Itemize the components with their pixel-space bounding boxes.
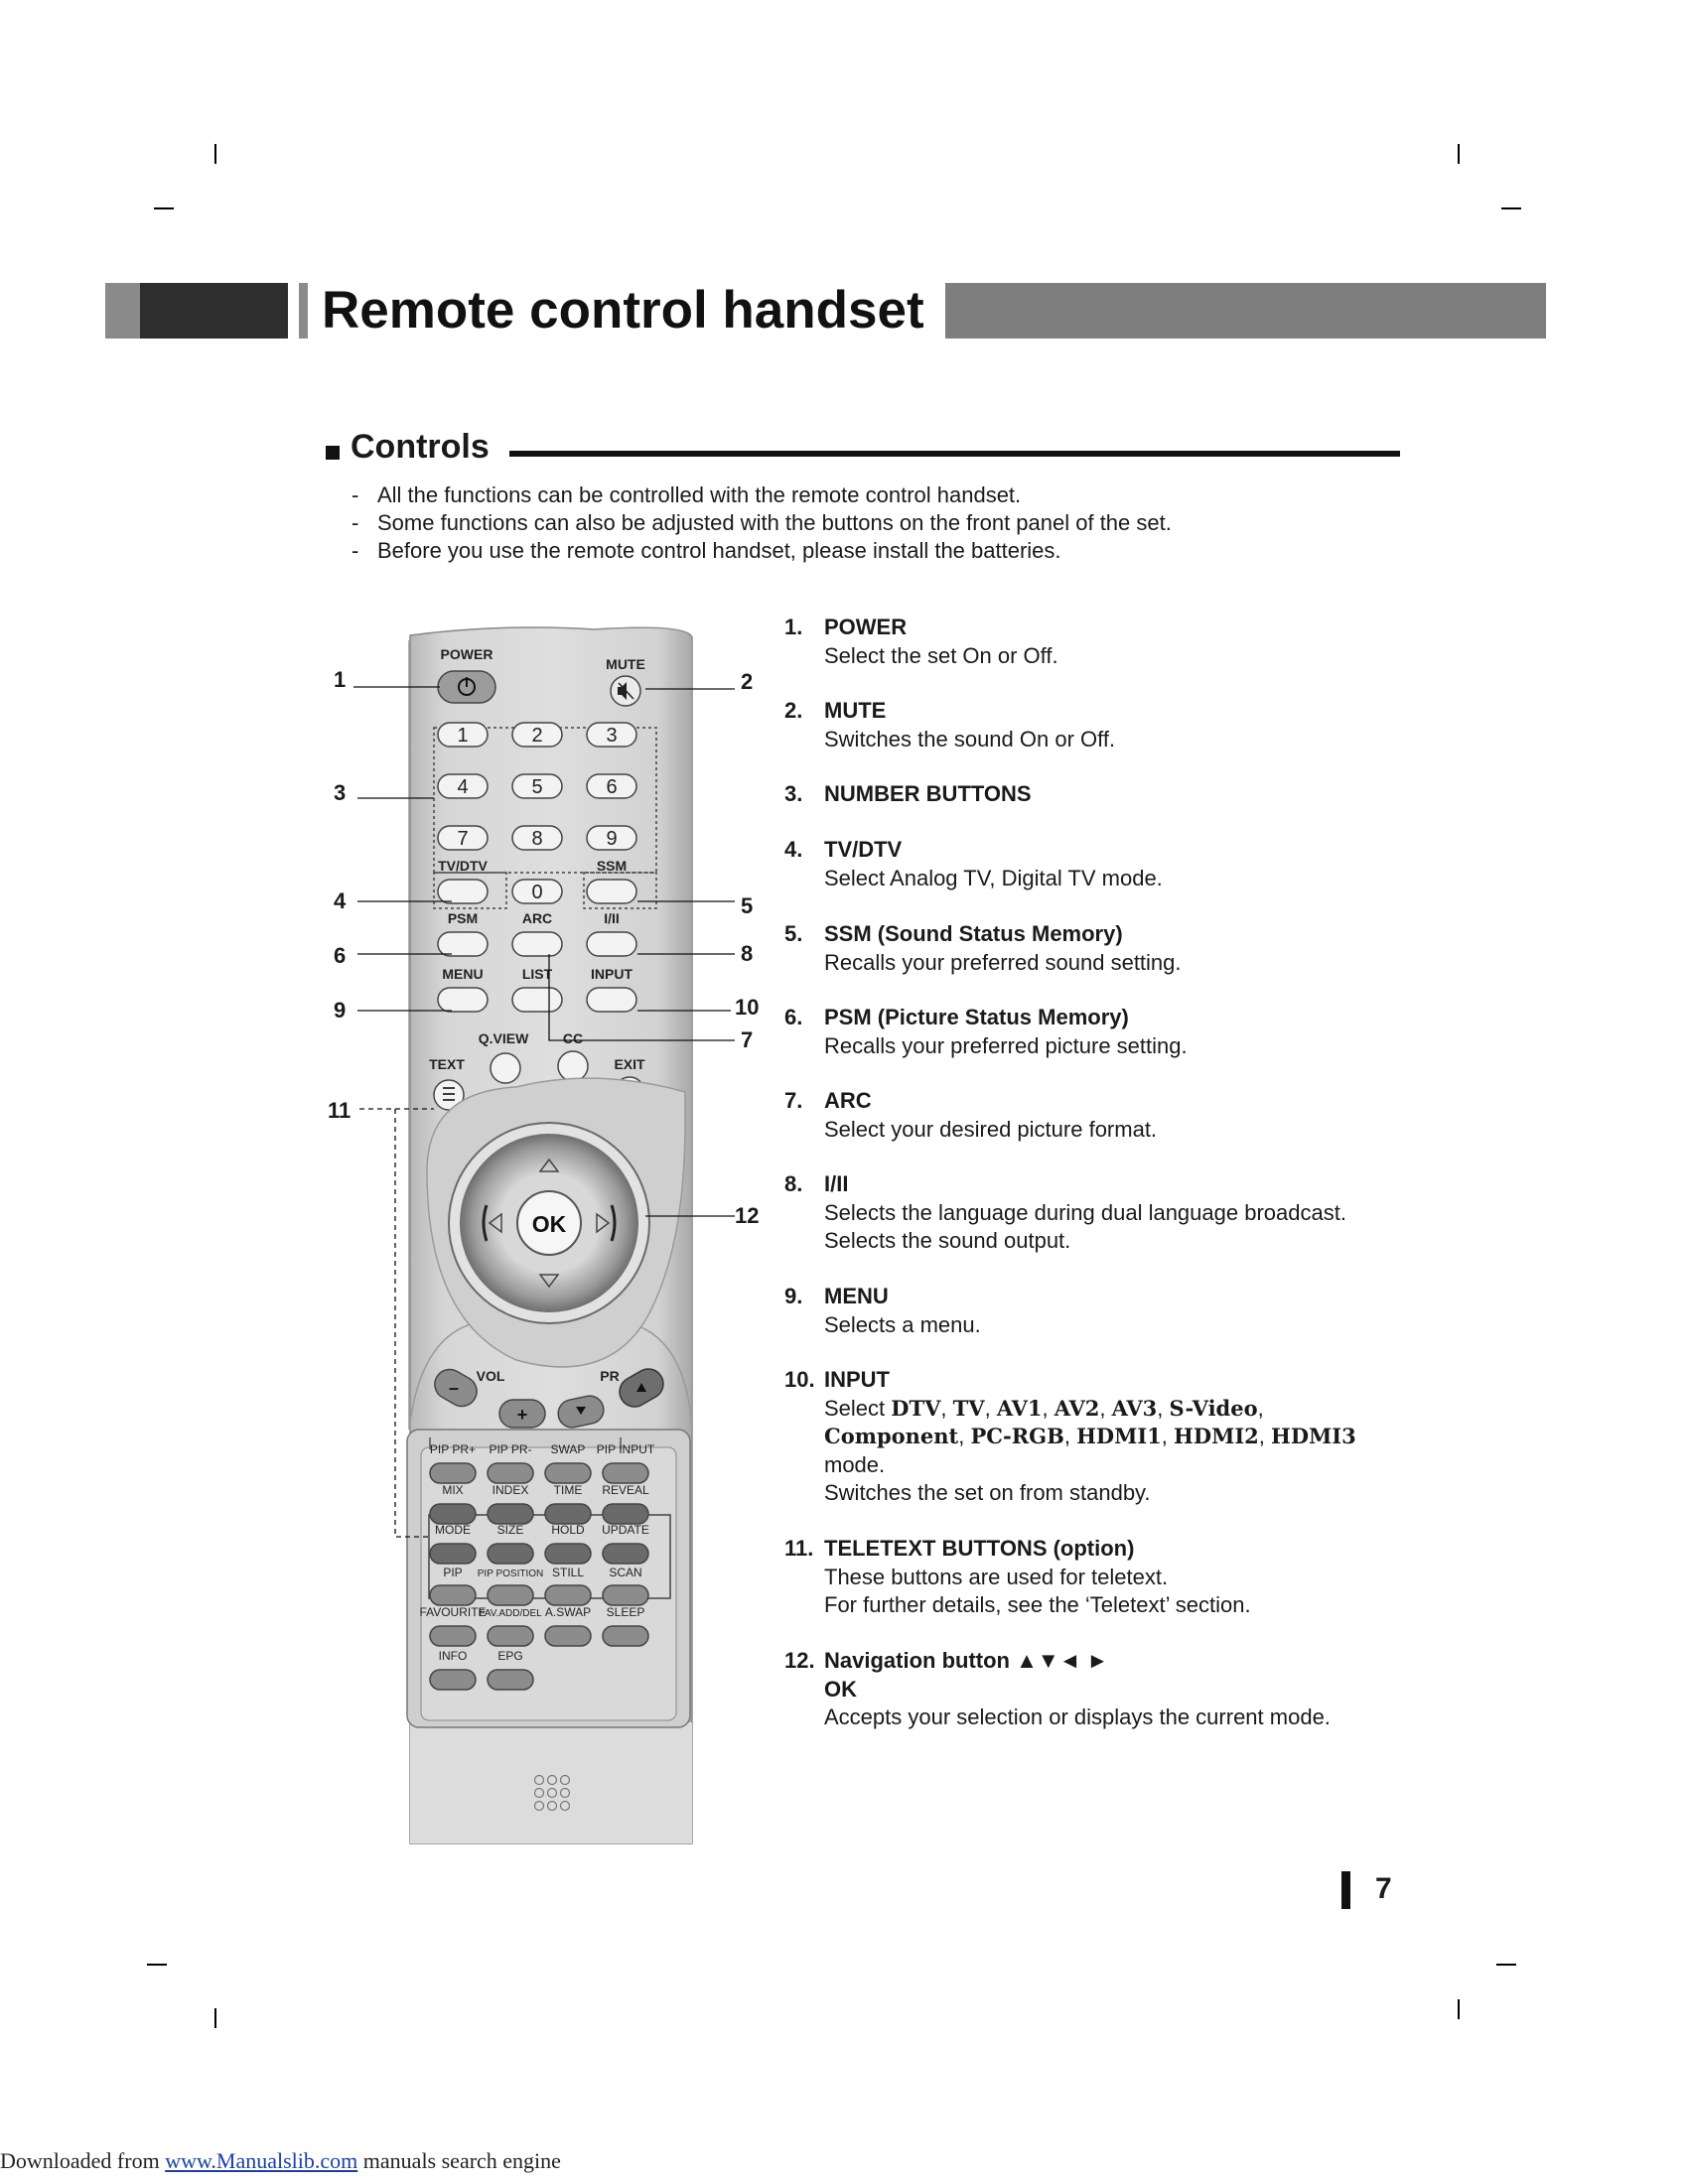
epg-button[interactable] xyxy=(488,1670,533,1690)
power-label: POWER xyxy=(440,646,493,662)
favourite-button[interactable] xyxy=(430,1626,476,1646)
number-label-1: 1 xyxy=(457,725,469,747)
exit-label: EXIT xyxy=(614,1056,645,1072)
callout-12: 12 xyxy=(735,1203,760,1228)
number-label-0: 0 xyxy=(531,882,543,903)
desc-item-input: 10. INPUT Select DTV, TV, AV1, AV2, AV3, S-Video, Component, PC-RGB, HDMI1, HDMI2, HDMI3 mode. Switches the set on from standby. xyxy=(784,1366,1440,1508)
desc-item-arc: 7. ARC Select your desired picture format. xyxy=(784,1088,1158,1142)
tv-dtv-label: TV/DTV xyxy=(438,858,488,874)
callout-8: 8 xyxy=(741,941,754,966)
vol-plus-label: + xyxy=(516,1405,528,1425)
title-bar-separator xyxy=(299,283,308,339)
ssm-label: SSM xyxy=(596,858,628,874)
desc-item-tvdtv: 4. TV/DTV Select Analog TV, Digital TV mode. xyxy=(784,837,1163,890)
info-label: INFO xyxy=(438,1649,468,1663)
section-rule xyxy=(509,451,1400,457)
crop-mark xyxy=(1458,1999,1460,2019)
title-bar-accent xyxy=(105,283,140,339)
reveal-button[interactable] xyxy=(603,1504,648,1524)
hold-button[interactable] xyxy=(545,1544,591,1564)
callout-1: 1 xyxy=(334,667,347,692)
still-label: STILL xyxy=(551,1566,585,1579)
callout-5: 5 xyxy=(741,893,754,918)
desc-item-navigation: 12. Navigation button ▲▼◄ ► OK Accepts your selection or displays the current mode. xyxy=(784,1648,1331,1729)
hold-label: HOLD xyxy=(551,1523,585,1537)
callout-11: 11 xyxy=(328,1098,352,1123)
crop-mark xyxy=(214,2008,216,2028)
ok-label: OK xyxy=(531,1211,567,1237)
a-swap-label: A.SWAP xyxy=(544,1605,592,1619)
sleep-button[interactable] xyxy=(603,1626,648,1646)
footer-link[interactable]: www.Manualslib.com xyxy=(165,2148,358,2173)
crop-mark xyxy=(154,207,174,209)
desc-item-menu: 9. MENU Selects a menu. xyxy=(784,1284,981,1337)
a-swap-button[interactable] xyxy=(545,1626,591,1646)
number-label-6: 6 xyxy=(606,776,618,798)
scan-label: SCAN xyxy=(609,1566,642,1579)
callout-9: 9 xyxy=(334,998,347,1023)
intro-item: - Before you use the remote control handset, please install the batteries. xyxy=(352,538,1061,563)
crop-mark xyxy=(147,1964,167,1966)
callout-10: 10 xyxy=(735,995,760,1020)
time-label: TIME xyxy=(553,1483,583,1497)
intro-list xyxy=(352,481,1172,565)
time-button[interactable] xyxy=(545,1504,591,1524)
input-sources-line: Select DTV, TV, AV1, AV2, AV3, S-Video, xyxy=(824,1395,1264,1421)
q-view-label: Q.VIEW xyxy=(478,1030,529,1046)
pr-label: PR xyxy=(600,1368,620,1384)
teletext-bracket xyxy=(387,1102,447,1549)
swap-button[interactable] xyxy=(545,1463,591,1483)
callout-lines xyxy=(318,655,774,1231)
mode-label: MODE xyxy=(435,1523,471,1537)
swap-label: SWAP xyxy=(550,1442,586,1456)
callout-7: 7 xyxy=(741,1027,754,1052)
number-label-7: 7 xyxy=(457,828,469,850)
fav-add-del-label: FAV.ADD/DEL xyxy=(479,1608,542,1619)
number-label-4: 4 xyxy=(457,776,469,798)
scan-button[interactable] xyxy=(603,1585,648,1605)
menu-label: MENU xyxy=(442,966,484,982)
mix-label: MIX xyxy=(442,1483,464,1497)
crop-mark xyxy=(214,144,216,164)
arc-label: ARC xyxy=(521,910,553,926)
favourite-label: FAVOURITE xyxy=(419,1605,487,1619)
number-label-5: 5 xyxy=(531,776,543,798)
info-button[interactable] xyxy=(430,1670,476,1690)
pip-pr-button[interactable] xyxy=(488,1463,533,1483)
index-label: INDEX xyxy=(492,1483,529,1497)
pip-input-button[interactable] xyxy=(603,1463,648,1483)
section-bullet xyxy=(326,446,340,460)
crop-mark xyxy=(1496,1964,1516,1966)
callout-2: 2 xyxy=(741,669,754,694)
pip-input-label: PIP INPUT xyxy=(596,1442,655,1456)
index-button[interactable] xyxy=(488,1504,533,1524)
crop-mark xyxy=(1458,144,1460,164)
fav-add-del-button[interactable] xyxy=(488,1626,533,1646)
psm-label: PSM xyxy=(447,910,479,926)
title-bar-block xyxy=(140,283,288,339)
epg-label: EPG xyxy=(497,1649,523,1663)
text-label: TEXT xyxy=(429,1056,465,1072)
pip-position-button[interactable] xyxy=(488,1585,533,1605)
pip-button[interactable] xyxy=(430,1585,476,1605)
pip-pr-label: PIP PR+ xyxy=(429,1442,477,1456)
intro-item: - All the functions can be controlled with the remote control handset. xyxy=(352,482,1022,507)
desc-item-i-ii: 8. I/II Selects the language during dual language broadcast. Selects the sound output. xyxy=(784,1171,1346,1253)
vol-minus-label: – xyxy=(448,1378,460,1398)
page-title: Remote control handset xyxy=(322,281,924,340)
callout-4: 4 xyxy=(334,888,347,913)
cc-label: CC xyxy=(562,1030,584,1046)
remote-bottom xyxy=(410,1722,692,1843)
page-number: 7 xyxy=(1375,1872,1392,1905)
desc-item-power: 1. POWER Select the set On or Off. xyxy=(784,614,1058,668)
callout-6: 6 xyxy=(334,943,347,968)
reveal-label: REVEAL xyxy=(602,1483,649,1497)
crop-mark xyxy=(1501,207,1521,209)
callout-3: 3 xyxy=(334,780,347,805)
desc-item-psm: 6. PSM (Picture Status Memory) Recalls your preferred picture setting. xyxy=(784,1005,1188,1058)
pip-position-label: PIP POSITION xyxy=(477,1569,544,1579)
still-button[interactable] xyxy=(545,1585,591,1605)
number-label-2: 2 xyxy=(531,725,543,747)
page-number-bar xyxy=(1341,1871,1350,1909)
update-label: UPDATE xyxy=(602,1523,649,1537)
sleep-label: SLEEP xyxy=(606,1605,645,1619)
desc-item-mute: 2. MUTE Switches the sound On or Off. xyxy=(784,698,1116,751)
size-label: SIZE xyxy=(496,1523,524,1537)
intro-item: - Some functions can also be adjusted with the buttons on the front panel of the set. xyxy=(352,510,1172,535)
pip-label: PIP xyxy=(443,1566,463,1579)
section-title: Controls xyxy=(351,428,490,466)
size-button[interactable] xyxy=(488,1544,533,1564)
desc-item-ssm: 5. SSM (Sound Status Memory) Recalls your preferred sound setting. xyxy=(784,921,1182,975)
title-bar-fill xyxy=(945,283,1546,339)
desc-item-teletext: 11. TELETEXT BUTTONS (option) These buttons are used for teletext. For further details, see the ‘Teletext’ section. xyxy=(784,1536,1251,1617)
number-label-3: 3 xyxy=(606,725,618,747)
input-sources-line: Component, PC-RGB, HDMI1, HDMI2, HDMI3 xyxy=(824,1424,1356,1448)
footer: Downloaded from www.Manualslib.com manuals search engine xyxy=(0,2148,561,2173)
update-button[interactable] xyxy=(603,1544,648,1564)
number-label-8: 8 xyxy=(531,828,543,850)
desc-item-number-buttons: 3. NUMBER BUTTONS xyxy=(784,781,1032,806)
mute-label: MUTE xyxy=(606,656,645,672)
list-label: LIST xyxy=(521,966,553,982)
pip-pr-label: PIP PR- xyxy=(489,1442,532,1456)
i-ii-label: I/II xyxy=(604,910,620,926)
input-label: INPUT xyxy=(591,966,633,982)
number-label-9: 9 xyxy=(606,828,618,850)
vol-label: VOL xyxy=(476,1368,505,1384)
